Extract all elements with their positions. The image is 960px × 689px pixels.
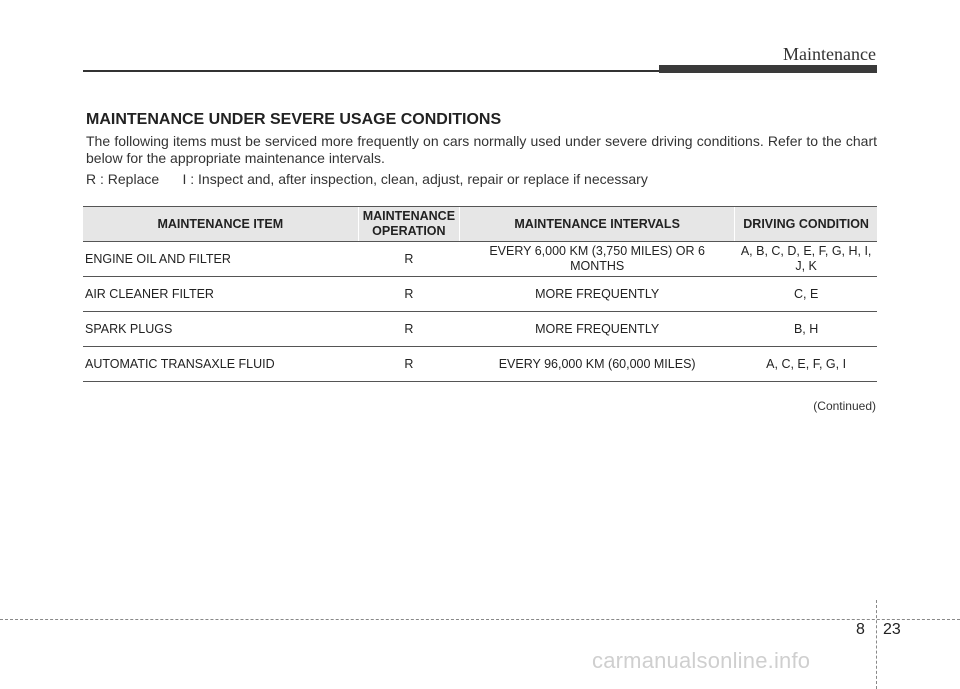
- table-row: [83, 242, 877, 277]
- cell-item: ENGINE OIL AND FILTER: [83, 242, 358, 277]
- table-header-row: [83, 207, 877, 242]
- cell-interval: MORE FREQUENTLY: [460, 277, 735, 312]
- watermark: carmanualsonline.info: [592, 648, 811, 673]
- header-rule-accent: [659, 65, 877, 73]
- cell-item: SPARK PLUGS: [83, 312, 358, 347]
- maintenance-table: [83, 206, 877, 382]
- table-row: [83, 347, 877, 382]
- intro-paragraph: The following items must be serviced more frequently on cars normally used under severe driving conditions. Refer to the chart below for the appropriate maintenance intervals.: [86, 133, 877, 166]
- cell-interval: EVERY 6,000 KM (3,750 MILES) OR 6 MONTHS: [460, 242, 735, 277]
- table-row: [83, 277, 877, 312]
- footer-page-number: 23: [883, 621, 901, 638]
- chapter-header-title: Maintenance: [783, 44, 876, 64]
- cell-condition: A, B, C, D, E, F, G, H, I, J, K: [735, 242, 877, 277]
- continued-note: (Continued): [813, 399, 876, 413]
- header-maintenance-operation: MAINTENANCE OPERATION: [358, 207, 459, 242]
- table-row: [83, 312, 877, 347]
- cell-interval: EVERY 96,000 KM (60,000 MILES): [460, 347, 735, 382]
- footer-chapter-number: 8: [856, 621, 865, 638]
- cell-operation: R: [358, 347, 459, 382]
- cell-operation: R: [358, 277, 459, 312]
- cell-condition: A, C, E, F, G, I: [735, 347, 877, 382]
- footer-dashed-rule: [0, 619, 960, 620]
- cell-item: AUTOMATIC TRANSAXLE FLUID: [83, 347, 358, 382]
- cell-interval: MORE FREQUENTLY: [460, 312, 735, 347]
- header-maintenance-intervals: MAINTENANCE INTERVALS: [460, 207, 735, 242]
- header-maintenance-item: MAINTENANCE ITEM: [83, 207, 358, 242]
- legend-text: R : Replace I : Inspect and, after inspection, clean, adjust, repair or replace if necessary: [86, 171, 648, 187]
- cell-operation: R: [358, 312, 459, 347]
- header-driving-condition: DRIVING CONDITION: [735, 207, 877, 242]
- cell-operation: R: [358, 242, 459, 277]
- cell-item: AIR CLEANER FILTER: [83, 277, 358, 312]
- cell-condition: B, H: [735, 312, 877, 347]
- footer-page-divider: [876, 600, 877, 689]
- cell-condition: C, E: [735, 277, 877, 312]
- header-rule: [83, 70, 661, 72]
- section-title: MAINTENANCE UNDER SEVERE USAGE CONDITIONS: [86, 111, 502, 128]
